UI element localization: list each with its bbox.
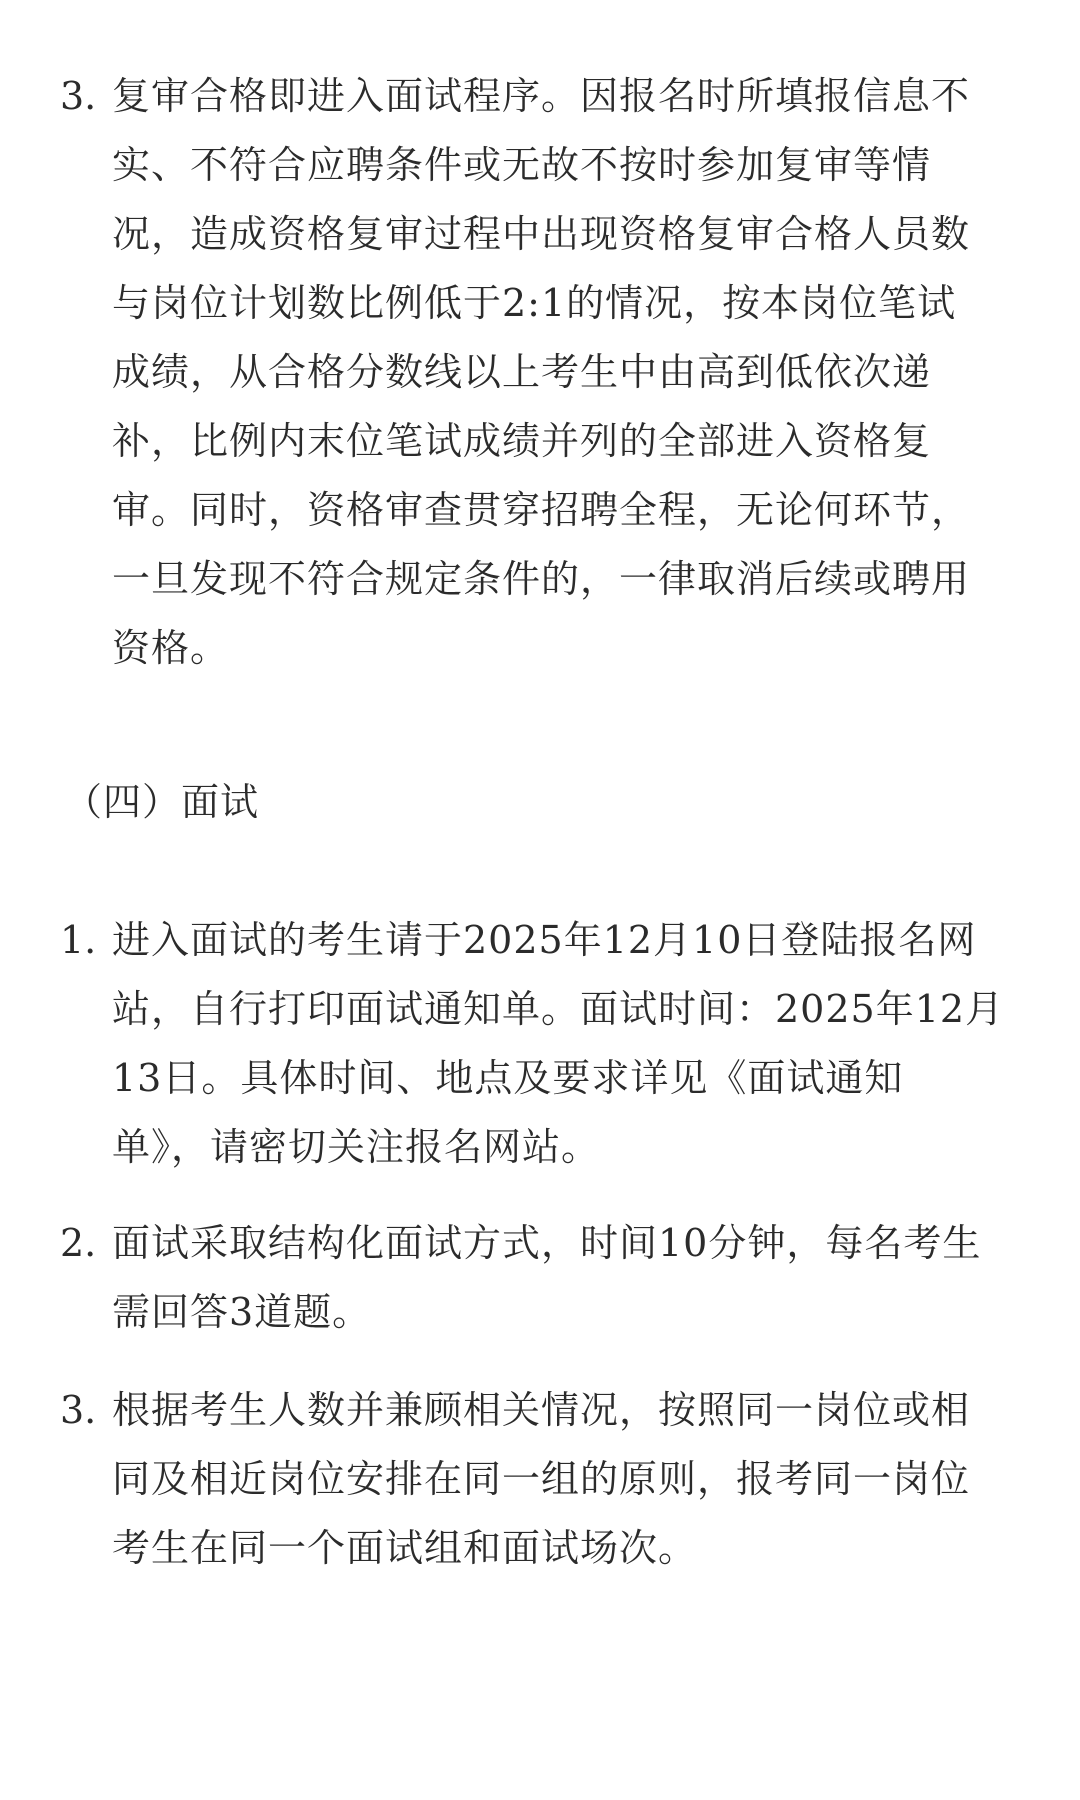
section-heading: （四）面试 xyxy=(64,780,260,824)
item-text: 面试采取结构化面试方式，时间10分钟，每名考生 需回答3道题。 xyxy=(112,1221,982,1334)
item-number: 3. xyxy=(60,1388,97,1432)
item-number: 2. xyxy=(60,1221,97,1265)
item-text: 进入面试的考生请于2025年12月10日登陆报名网 站，自行打印面试通知单。面试时间：2025年12月 13日。具体时间、地点及要求详见《面试通知 单》，请密切关注报名网站。 xyxy=(112,918,1005,1169)
item-number: 3. xyxy=(60,74,97,118)
item-text: 根据考生人数并兼顾相关情况，按照同一岗位或相 同及相近岗位安排在同一组的原则，报考同一岗位 考生在同一个面试组和面试场次。 xyxy=(112,1388,971,1570)
item-text: 复审合格即进入面试程序。因报名时所填报信息不 实、不符合应聘条件或无故不按时参加复审等情 况，造成资格复审过程中出现资格复审合格人员数 与岗位计划数比例低于2:1的情况，按本岗位笔试 成绩，从合格分数线以上考生中由高到低依次递 补，比例内末位笔试成绩并列的全部进入资格复 审。同时，资格审查贯穿招聘全程，无论何环节， 一旦发现不符合规定条件的，一律取消后续或聘用 资格。 xyxy=(112,74,971,670)
item-number: 1. xyxy=(60,918,97,962)
